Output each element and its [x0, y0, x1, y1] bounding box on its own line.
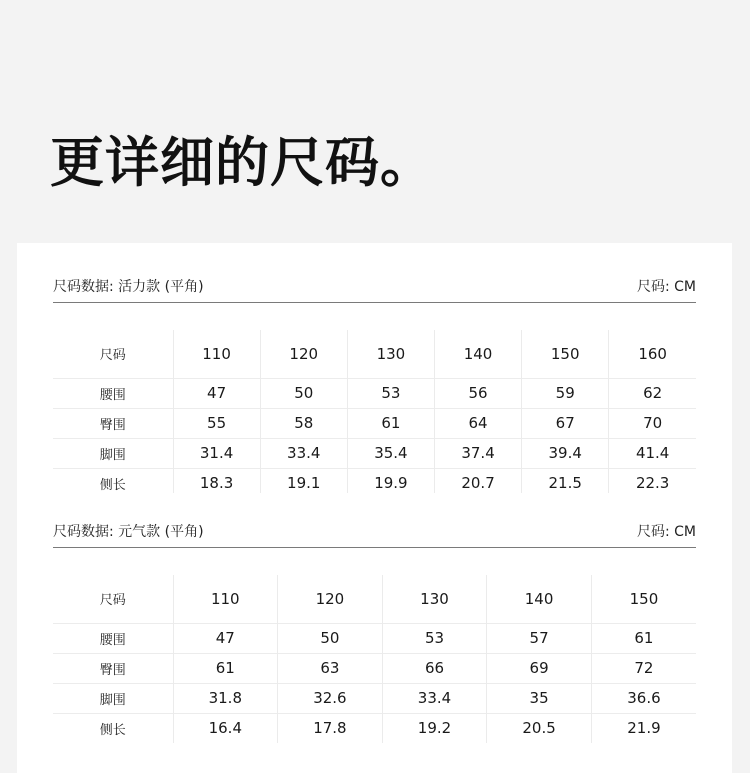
row-label: 脚围 — [53, 683, 173, 713]
value-cell: 19.2 — [382, 713, 487, 743]
row-label: 腰围 — [53, 623, 173, 653]
section-title: 尺码数据: 活力款 (平角) — [53, 279, 204, 295]
value-cell: 18.3 — [173, 468, 260, 493]
value-cell: 57 — [487, 623, 592, 653]
row-label: 尺码 — [99, 593, 126, 609]
row-label: 腰围 — [53, 378, 173, 408]
row-label: 尺码 — [99, 348, 126, 364]
value-cell: 19.1 — [260, 468, 347, 493]
size-cell: 140 — [434, 330, 521, 378]
size-cell: 150 — [522, 330, 609, 378]
size-cell: 160 — [609, 330, 696, 378]
table-row — [53, 378, 696, 408]
value-cell: 64 — [434, 408, 521, 438]
section-header — [53, 272, 696, 303]
value-cell: 21.5 — [522, 468, 609, 493]
value-cell: 58 — [260, 408, 347, 438]
value-cell: 61 — [347, 408, 434, 438]
size-cell: 110 — [173, 575, 278, 623]
value-cell: 61 — [173, 653, 278, 683]
value-cell: 35 — [487, 683, 592, 713]
size-header-row — [53, 575, 696, 623]
value-cell: 33.4 — [382, 683, 487, 713]
value-cell: 63 — [278, 653, 383, 683]
row-label: 侧长 — [53, 468, 173, 493]
size-cell: 150 — [591, 575, 696, 623]
value-cell: 20.7 — [434, 468, 521, 493]
table-row — [53, 468, 696, 493]
value-cell: 22.3 — [609, 468, 696, 493]
value-cell: 66 — [382, 653, 487, 683]
value-cell: 47 — [173, 378, 260, 408]
table-row — [53, 623, 696, 653]
value-cell: 31.8 — [173, 683, 278, 713]
table-row — [53, 653, 696, 683]
value-cell: 67 — [522, 408, 609, 438]
value-cell: 33.4 — [260, 438, 347, 468]
section-title: 尺码数据: 元气款 (平角) — [53, 524, 204, 540]
value-cell: 17.8 — [278, 713, 383, 743]
size-table — [53, 575, 696, 743]
value-cell: 16.4 — [173, 713, 278, 743]
value-cell: 32.6 — [278, 683, 383, 713]
value-cell: 50 — [260, 378, 347, 408]
value-cell: 37.4 — [434, 438, 521, 468]
row-label: 脚围 — [53, 438, 173, 468]
size-cell: 140 — [487, 575, 592, 623]
size-cell: 120 — [260, 330, 347, 378]
size-header-row — [53, 330, 696, 378]
value-cell: 53 — [347, 378, 434, 408]
page-headline: 更详细的尺码。 — [50, 131, 435, 194]
value-cell: 62 — [609, 378, 696, 408]
table-row — [53, 683, 696, 713]
size-table — [53, 330, 696, 493]
size-cell: 120 — [278, 575, 383, 623]
size-cell: 130 — [382, 575, 487, 623]
value-cell: 20.5 — [487, 713, 592, 743]
value-cell: 69 — [487, 653, 592, 683]
section-header — [53, 517, 696, 548]
table-row — [53, 713, 696, 743]
value-cell: 47 — [173, 623, 278, 653]
value-cell: 39.4 — [522, 438, 609, 468]
size-cell: 130 — [347, 330, 434, 378]
value-cell: 53 — [382, 623, 487, 653]
value-cell: 21.9 — [591, 713, 696, 743]
section-unit: 尺码: CM — [636, 524, 696, 540]
size-chart-card — [17, 243, 732, 773]
value-cell: 56 — [434, 378, 521, 408]
value-cell: 41.4 — [609, 438, 696, 468]
value-cell: 50 — [278, 623, 383, 653]
value-cell: 70 — [609, 408, 696, 438]
section-unit: 尺码: CM — [636, 279, 696, 295]
size-section-vitality — [53, 272, 696, 502]
value-cell: 35.4 — [347, 438, 434, 468]
value-cell: 19.9 — [347, 468, 434, 493]
value-cell: 72 — [591, 653, 696, 683]
value-cell: 59 — [522, 378, 609, 408]
value-cell: 31.4 — [173, 438, 260, 468]
table-row — [53, 438, 696, 468]
value-cell: 61 — [591, 623, 696, 653]
row-label: 臀围 — [53, 653, 173, 683]
size-cell: 110 — [173, 330, 260, 378]
row-label: 臀围 — [53, 408, 173, 438]
size-section-energy — [53, 517, 696, 773]
value-cell: 55 — [173, 408, 260, 438]
value-cell: 36.6 — [591, 683, 696, 713]
table-row — [53, 408, 696, 438]
row-label: 侧长 — [53, 713, 173, 743]
